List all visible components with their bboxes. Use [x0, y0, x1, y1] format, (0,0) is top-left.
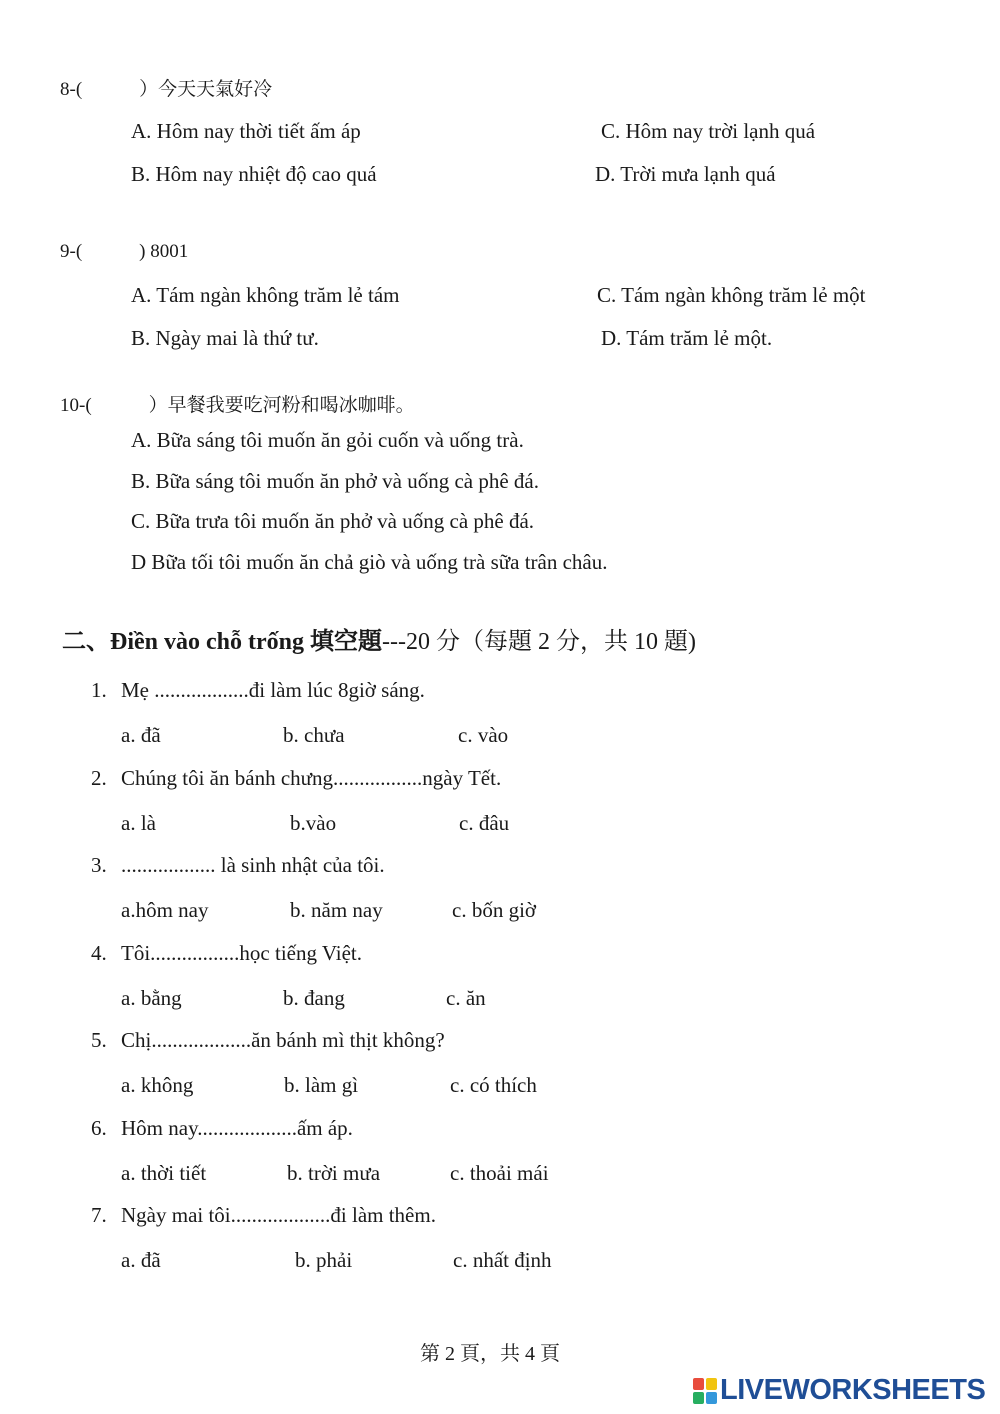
fill-item-option-c: c. nhất định	[453, 1248, 552, 1272]
question-8-option-d: D. Trời mưa lạnh quá	[595, 162, 776, 186]
fill-item-sentence: Chị...................ăn bánh mì thịt không?	[121, 1028, 445, 1052]
fill-item-option-c: c. bốn giờ	[452, 898, 537, 922]
fill-item-sentence: Hôm nay...................ấm áp.	[121, 1115, 353, 1140]
fill-item-number: 2.	[91, 765, 107, 790]
logo-mark-square	[706, 1392, 717, 1404]
question-8-prompt: 8-( ）今天天氣好冷	[60, 79, 273, 100]
logo-text: LIVEWORKSHEETS	[720, 1374, 986, 1406]
fill-item-option-c: c. ăn	[446, 985, 486, 1010]
fill-item-sentence: Ngày mai tôi...................đi làm thêm.	[121, 1203, 436, 1227]
question-9-option-a: A. Tám ngàn không trăm lẻ tám	[131, 283, 400, 307]
question-9-option-c: C. Tám ngàn không trăm lẻ một	[597, 283, 866, 307]
fill-item-sentence: Mẹ ..................đi làm lúc 8giờ sáng.	[121, 678, 425, 702]
fill-item-number: 1.	[91, 678, 107, 702]
question-8-option-c: C. Hôm nay trời lạnh quá	[601, 119, 816, 143]
section-2-title	[62, 630, 696, 654]
fill-item-option-b: b. đang	[283, 985, 345, 1010]
fill-item-sentence: .................. là sinh nhật của tôi.	[121, 853, 385, 877]
page-number-footer: 第 2 頁，共 4 頁	[420, 1343, 560, 1365]
fill-item-number: 4.	[91, 940, 107, 965]
fill-item-option-b: b. chưa	[283, 723, 345, 747]
fill-item-option-a: a. đã	[121, 1248, 161, 1272]
fill-item-sentence: Chúng tôi ăn bánh chưng.................ngày Tết.	[121, 765, 502, 790]
section-2-title-points: ---20 分（每題 2 分，共 10 題)	[382, 629, 696, 655]
fill-item-number: 6.	[91, 1115, 107, 1140]
fill-item-option-c: c. thoải mái	[450, 1160, 549, 1185]
section-2-title-main: 二、Điền vào chỗ trống 填空題	[62, 629, 382, 655]
fill-item-option-b: b. làm gì	[284, 1073, 359, 1097]
fill-item-option-a: a. đã	[121, 723, 161, 747]
fill-item-option-b: b. năm nay	[290, 898, 383, 922]
question-10-option-d: D Bữa tối tôi muốn ăn chả giò và uống trà sữa trân châu.	[131, 550, 608, 574]
fill-item-number: 7.	[91, 1203, 107, 1227]
question-9-option-b: B. Ngày mai là thứ tư.	[131, 326, 319, 350]
fill-item-option-a: a. thời tiết	[121, 1160, 207, 1185]
question-9-option-d: D. Tám trăm lẻ một.	[601, 326, 773, 350]
fill-item-option-c: c. đâu	[459, 810, 510, 835]
fill-item-option-a: a.hôm nay	[121, 898, 209, 922]
question-8-option-a: A. Hôm nay thời tiết ấm áp	[131, 119, 361, 143]
question-10-option-a: A. Bữa sáng tôi muốn ăn gỏi cuốn và uống trà.	[131, 428, 524, 452]
fill-item-number: 3.	[91, 853, 107, 877]
question-10-option-c: C. Bữa trưa tôi muốn ăn phở và uống cà phê đá.	[131, 509, 535, 533]
fill-item-option-b: b. phải	[295, 1248, 353, 1272]
logo-mark-square	[693, 1392, 704, 1404]
fill-item-option-a: a. bằng	[121, 985, 182, 1010]
fill-item-option-a: a. là	[121, 810, 156, 835]
logo-mark-square	[706, 1378, 717, 1390]
logo-mark-square	[693, 1378, 704, 1390]
question-8-option-b: B. Hôm nay nhiệt độ cao quá	[131, 162, 377, 186]
fill-item-sentence: Tôi.................học tiếng Việt.	[121, 940, 362, 965]
fill-item-option-b: b. trời mưa	[287, 1160, 381, 1185]
fill-item-option-c: c. có thích	[450, 1073, 537, 1097]
fill-item-option-c: c. vào	[458, 723, 509, 747]
fill-item-number: 5.	[91, 1028, 107, 1052]
logo-mark-icon	[693, 1378, 717, 1404]
question-9-prompt: 9-( ) 8001	[60, 241, 189, 262]
fill-item-option-b: b.vào	[290, 810, 337, 835]
question-10-option-b: B. Bữa sáng tôi muốn ăn phở và uống cà phê đá.	[131, 469, 539, 493]
question-10-prompt: 10-( ）早餐我要吃河粉和喝冰咖啡。	[60, 395, 415, 416]
fill-item-option-a: a. không	[121, 1073, 194, 1097]
liveworksheets-logo	[693, 1376, 985, 1405]
